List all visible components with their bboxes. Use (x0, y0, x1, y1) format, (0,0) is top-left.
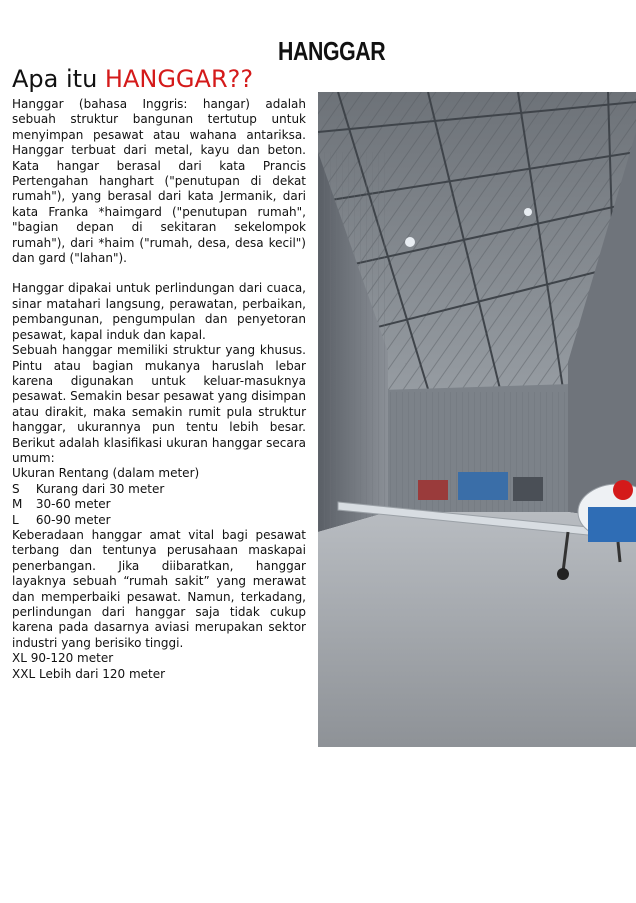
size-item (12, 667, 306, 682)
size-text: 60-90 meter (35, 512, 111, 527)
size-text: Lebih dari 120 meter (38, 666, 166, 681)
size-item (12, 513, 306, 528)
page-heading (12, 66, 253, 92)
heading-accent: HANGGAR?? (104, 65, 254, 93)
size-item (12, 497, 306, 512)
size-item (12, 651, 306, 666)
size-code: S (12, 481, 20, 496)
size-list-b (12, 651, 306, 682)
size-text: 90-120 meter (30, 651, 114, 666)
size-text: Kurang dari 30 meter (35, 481, 165, 496)
paragraph-usage: Hanggar dipakai untuk perlindungan dari cuaca, sinar matahari langsung, perawatan, perbaikan, pembangunan, pengumpulan dan penyetoran pesawat, kapal induk dan kapal. (12, 281, 306, 342)
header-title: HANGGAR (278, 36, 386, 66)
article-body (12, 97, 306, 682)
heading-prefix: Apa itu (12, 65, 105, 93)
size-code: XL (12, 651, 27, 666)
paragraph-structure: Sebuah hanggar memiliki struktur yang khusus. Pintu atau bagian mukanya haruslah lebar karena digunakan untuk keluar-masuknya pesawat. Semakin besar pesawat yang disimpan atau dirakit, maka semakin rumit pula struktur hanggar, ukurannya pun tentu lebih besar. Berikut adalah klasifikasi ukuran hanggar secara umum: (12, 343, 306, 465)
size-code: L (12, 512, 19, 527)
size-text: 30-60 meter (35, 497, 111, 512)
hangar-photo (318, 92, 636, 747)
size-list-a (12, 482, 306, 528)
size-heading: Ukuran Rentang (dalam meter) (12, 466, 200, 481)
size-code: M (12, 497, 23, 512)
size-code: XXL (12, 666, 36, 681)
paragraph-definition: Hanggar (bahasa Inggris: hangar) adalah sebuah struktur bangunan tertutup untuk menyimpan pesawat atau wahana antariksa. Hanggar terbuat dari metal, kayu dan beton. Kata hangar berasal dari kata Prancis Pertengahan hanghart ("penutupan di dekat rumah"), yang berasal dari kata Jermanik, dari kata Franka *haimgard ("penutupan rumah", "bagian depan di sekitaran sekelompok rumah"), dari *haim ("rumah, desa, desa kecil") dan gard ("lahan"). (12, 97, 306, 266)
size-item (12, 482, 306, 497)
paragraph-importance: Keberadaan hanggar amat vital bagi pesawat terbang dan tentunya perusahaan maskapai penerbangan. Jika diibaratkan, hanggar layaknya sebuah “rumah sakit” yang merawat dan memperbaiki pesawat. Namun, terkadang, perlindungan dari hanggar saja tidak cukup karena pada dasarnya aviasi merupakan sektor industri yang berisiko tinggi. (12, 527, 306, 650)
